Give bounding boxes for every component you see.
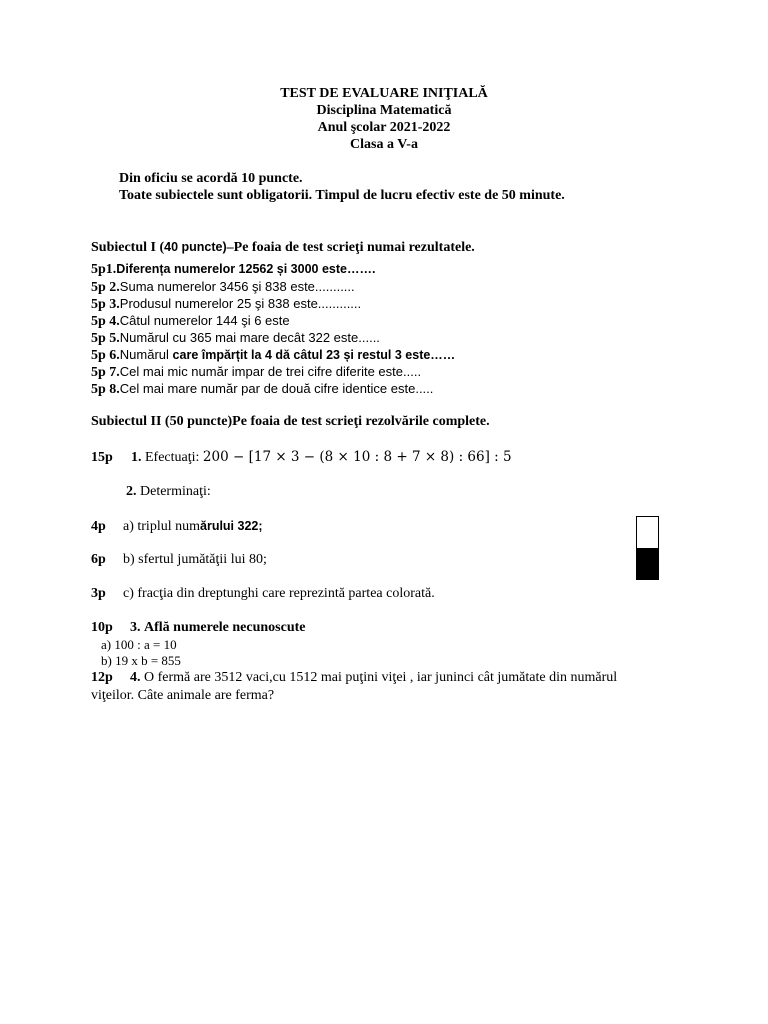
rectangle-empty-part bbox=[637, 517, 658, 549]
q4-row: 12p 4. O fermă are 3512 vaci,cu 1512 mai puţini viţei , iar juninci cât jumătate din numărul bbox=[91, 670, 618, 685]
class-line: Clasa a V-a bbox=[350, 137, 418, 152]
q3-row: 10p 3. Află numerele necunoscute bbox=[91, 620, 306, 635]
subject1-item-3: 5p 3.Produsul numerelor 25 şi 838 este............ bbox=[91, 296, 362, 312]
q2-row: 2. Determinaţi: bbox=[126, 484, 211, 499]
q2c-row: 3p c) fracţia din dreptunghi care reprezintă partea colorată. bbox=[91, 586, 435, 601]
q1-expression: 200 − [17 × 3 − (8 × 10 : 8 + 7 × 8) : 66] : 5 bbox=[202, 449, 512, 465]
subject1-heading: Subiectul I (40 puncte)–Pe foaia de test scrieţi numai rezultatele. bbox=[91, 240, 475, 255]
subject1-item-8: 5p 8.Cel mai mare număr par de două cifre identice este..... bbox=[91, 381, 434, 397]
q2a-row: 4p a) triplul numărului 322; bbox=[91, 519, 263, 534]
subject1-item-6: 5p 6.Numărul care împărțit la 4 dă câtul 23 și restul 3 este…… bbox=[91, 347, 456, 363]
q3-equation-b: b) 19 x b = 855 bbox=[101, 653, 181, 668]
school-year-line: Anul şcolar 2021-2022 bbox=[317, 120, 451, 135]
intro-points: Din oficiu se acordă 10 puncte. bbox=[119, 171, 303, 186]
q3-equation-a: a) 100 : a = 10 bbox=[101, 637, 177, 652]
subject1-item-7: 5p 7.Cel mai mic număr impar de trei cifre diferite este..... bbox=[91, 364, 422, 380]
discipline-line: Disciplina Matematică bbox=[316, 103, 452, 118]
q2b-row: 6p b) sfertul jumătăţii lui 80; bbox=[91, 552, 267, 567]
q1-row: 15p 1. Efectuaţi: 200 − [17 × 3 − (8 × 10 : 8 + 7 × 8) : 66] : 5 bbox=[91, 449, 512, 465]
subject1-item-4: 5p 4.Câtul numerelor 144 şi 6 este bbox=[91, 313, 290, 329]
subject2-heading: Subiectul II (50 puncte)Pe foaia de test scrieţi rezolvările complete. bbox=[91, 414, 490, 429]
q4-row-cont: viţeilor. Câte animale are ferma? bbox=[91, 688, 275, 703]
subject1-item-5: 5p 5.Numărul cu 365 mai mare decât 322 este...... bbox=[91, 330, 380, 346]
subject1-item-1: 5p1.Diferența numerelor 12562 și 3000 este……. bbox=[91, 262, 376, 277]
shaded-rectangle-figure bbox=[636, 516, 659, 580]
rectangle-shaded-part bbox=[637, 548, 658, 579]
subject1-item-2: 5p 2.Suma numerelor 3456 şi 838 este........... bbox=[91, 279, 355, 295]
test-title: TEST DE EVALUARE INIŢIALĂ bbox=[280, 86, 488, 101]
intro-rules: Toate subiectele sunt obligatorii. Timpul de lucru efectiv este de 50 minute. bbox=[119, 188, 565, 203]
